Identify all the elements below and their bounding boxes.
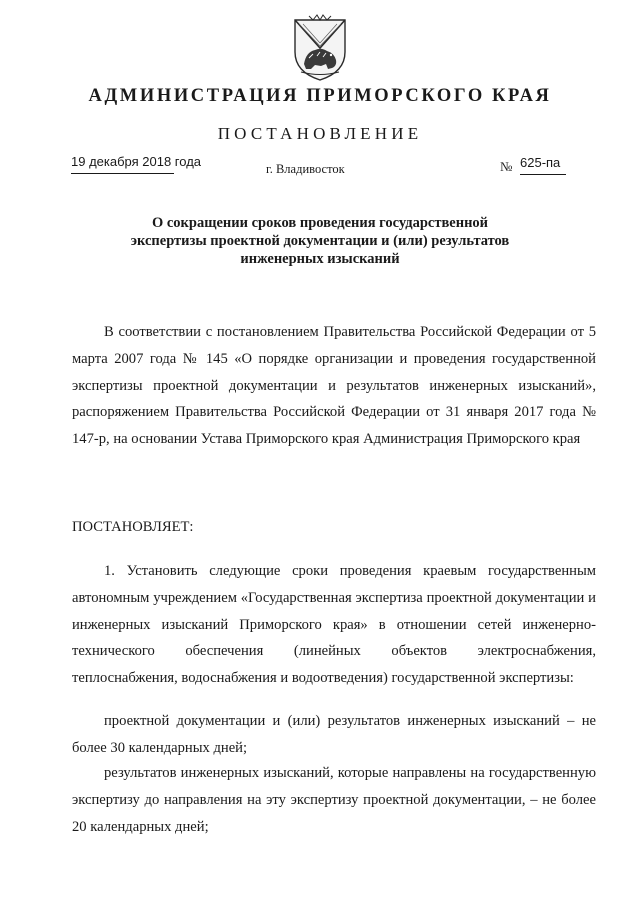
document-city: г. Владивосток [266, 162, 345, 176]
item-1-clause-a: проектной документации и (или) результатов инженерных изысканий – не более 30 календарных дней; [72, 713, 596, 756]
resolves-heading: ПОСТАНОВЛЯЕТ: [72, 519, 194, 535]
subject-line: О сокращении сроков проведения государственной [151, 215, 489, 231]
organization-title: АДМИНИСТРАЦИЯ ПРИМОРСКОГО КРАЯ [88, 86, 552, 106]
item-1-paragraph: 1. Установить следующие сроки проведения краевым государственным автономным учреждением «Государственная экспертиза проектной документации и инженерных изысканий Приморского края» в отношении сетей инженерно-технического обеспечения (линейных объектов электроснабжения, теплоснабжения, водоснабжения и водоотведения) государственной экспертизы: [72, 563, 596, 687]
subject-line: инженерных изысканий [240, 251, 400, 267]
document-date: 19 декабря 2018 года [71, 154, 174, 174]
subject-line: экспертизы проектной документации и (или) результатов [130, 233, 510, 249]
preamble-paragraph: В соответствии с постановлением Правительства Российской Федерации от 5 марта 2007 года № 145 «О порядке организации и проведения государственной экспертизы проектной документации и результатов инженерных изысканий», распоряжением Правительства Российской Федерации от 31 января 2017 года № 147-р, на основании Устава Приморского края Администрация Приморского края [72, 324, 596, 448]
coat-of-arms-icon [287, 14, 353, 84]
number-sign: № [500, 159, 513, 174]
item-1-clause-b: результатов инженерных изысканий, которые направлены на государственную экспертизу до направления на эту экспертизу проектной документации, – не более 20 календарных дней; [72, 765, 596, 835]
document-type: ПОСТАНОВЛЕНИЕ [217, 124, 423, 143]
document-number: 625-па [520, 155, 566, 175]
document-subject [100, 214, 540, 268]
